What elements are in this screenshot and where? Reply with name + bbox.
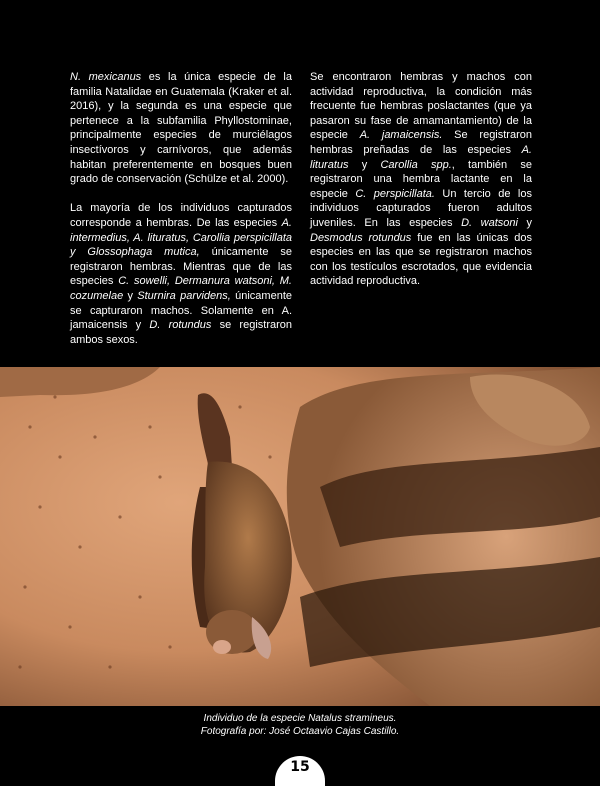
italic-text-run: C. sowelli, Dermanura watsoni, M. cozumelae bbox=[70, 275, 292, 302]
paragraph bbox=[70, 201, 292, 347]
text-run: y bbox=[123, 289, 138, 302]
text-run: , también se registraron una hembra lactante en la especie bbox=[310, 158, 532, 200]
text-run: fue en las únicas dos especies en las que se registraron machos con los testículos escrotados, que evidencia actividad reproductiva. bbox=[310, 231, 532, 288]
text-column-right bbox=[310, 70, 532, 304]
italic-text-run: Sturnira parvidens, bbox=[137, 289, 231, 302]
photo-caption bbox=[0, 713, 600, 738]
text-run: únicamente se capturaron machos. Solamente en A. jamaicensis y bbox=[70, 289, 292, 332]
paragraph bbox=[70, 70, 292, 187]
text-run: se registraron ambos sexos. bbox=[70, 319, 292, 346]
caption-species: Individuo de la especie Natalus stramineus. bbox=[203, 713, 397, 724]
italic-text-run: Desmodus rotundus bbox=[310, 231, 412, 244]
italic-text-run: A. jamaicensis. bbox=[359, 129, 443, 142]
text-run: es la única especie de la familia Natalidae en Guatemala (Kraker et al. 2016), y la segunda es una especie que pertenece a la subfamilia Phyllostominae, principalmente especies de murciélagos insectívoros y carnívoros, que además habitan preferentemente en bosques buen grado de conservación (Schülze et al. 2000). bbox=[70, 71, 292, 186]
text-run: y bbox=[517, 216, 533, 229]
paragraph bbox=[310, 70, 532, 289]
page-number: 15 bbox=[290, 759, 310, 775]
italic-text-run: C. perspicillata. bbox=[355, 187, 435, 200]
text-run: únicamente se registraron hembras. Mientras que de las especies bbox=[70, 246, 292, 288]
text-run: La mayoría de los individuos capturados corresponde a hembras. De las especies bbox=[70, 202, 292, 229]
text-run: Se registraron hembras preñadas de las especies bbox=[310, 129, 532, 156]
bat-photo bbox=[0, 367, 600, 706]
italic-text-run: Carollia spp. bbox=[380, 158, 452, 171]
text-run: y bbox=[348, 158, 381, 171]
cave-bat-illustration bbox=[0, 367, 600, 706]
text-run: Se encontraron hembras y machos con actividad reproductiva, la condición más frecuente fue hembras poslactantes (que ya pasaron su fase de amamantamiento) de la especie bbox=[310, 71, 532, 142]
italic-text-run: A. intermedius, A. lituratus, Carollia perspicillata y Glossophaga mutica, bbox=[70, 216, 292, 259]
text-column-left bbox=[70, 70, 292, 362]
caption-credit: Fotografía por: José Octaavio Cajas Castillo. bbox=[200, 725, 400, 737]
page-number-tab bbox=[275, 756, 325, 786]
italic-text-run: D. rotundus bbox=[149, 319, 212, 332]
text-run: Un tercio de los individuos capturados fueron adultos juveniles. En las especies bbox=[310, 187, 532, 229]
italic-text-run: D. watsoni bbox=[461, 216, 518, 229]
italic-text-run: N. mexicanus bbox=[70, 71, 142, 83]
italic-text-run: A. lituratus bbox=[310, 143, 532, 171]
